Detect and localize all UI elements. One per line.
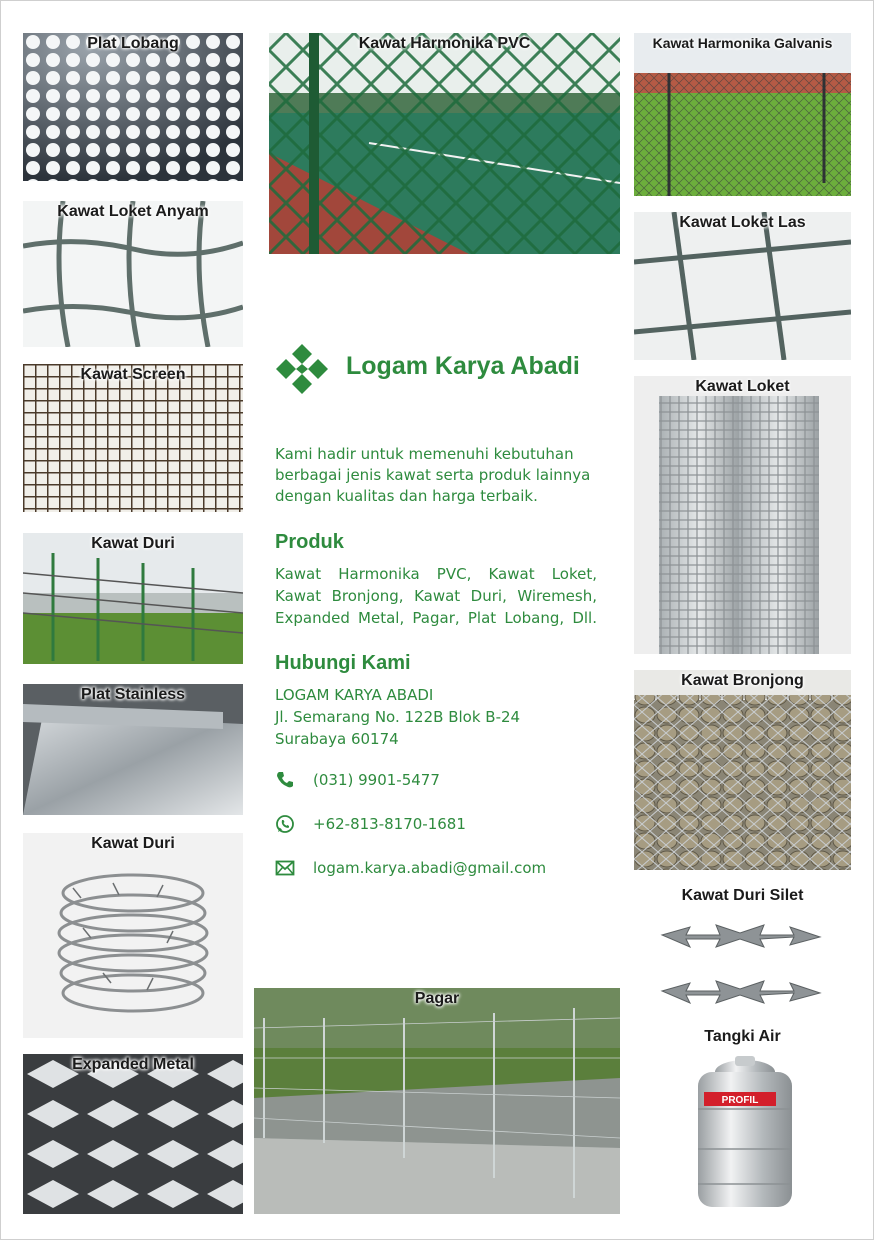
tile-label: Plat Lobang bbox=[87, 35, 179, 52]
intro-text: Kami hadir untuk memenuhi kebutuhan berbagai jenis kawat serta produk lainnya dengan kualitas dan harga terbaik. bbox=[275, 445, 591, 505]
tangki-air-label: Tangki Air bbox=[704, 1028, 781, 1045]
expanded-metal-image bbox=[23, 1054, 243, 1214]
address-line-2: Surabaya 60174 bbox=[275, 730, 399, 748]
tile-kawat-loket-anyam bbox=[23, 201, 243, 347]
tile-label: Plat Stainless bbox=[80, 686, 186, 703]
tank-brand-label: PROFIL bbox=[721, 1095, 759, 1106]
email-icon bbox=[275, 858, 295, 878]
tile-kawat-bronjong bbox=[634, 670, 851, 870]
tile-expanded-metal bbox=[23, 1054, 243, 1214]
tile-kawat-duri-2 bbox=[23, 833, 243, 1038]
phone-icon bbox=[275, 770, 295, 790]
woven-mesh-image bbox=[23, 201, 243, 347]
tile-kawat-loket-las bbox=[634, 212, 851, 360]
email-address[interactable]: logam.karya.abadi@gmail.com bbox=[313, 859, 547, 877]
produk-text: Kawat Harmonika PVC, Kawat Loket, Kawat Bronjong, Kawat Duri, Wiremesh, Expanded Metal, Pagar, Plat Lobang, Dll. bbox=[275, 565, 597, 627]
produk-heading: Produk bbox=[275, 531, 344, 553]
tile-label: Kawat Harmonika Galvanis bbox=[652, 35, 833, 51]
tile-label: Kawat Loket Las bbox=[679, 214, 806, 231]
phone-number[interactable]: (031) 9901-5477 bbox=[313, 771, 440, 789]
contact-whatsapp bbox=[275, 814, 615, 838]
diamond-logo-icon bbox=[270, 344, 334, 394]
tile-label: Kawat Duri bbox=[91, 835, 175, 852]
brand-name: Logam Karya Abadi bbox=[346, 352, 580, 380]
tile-pagar bbox=[254, 988, 620, 1214]
tile-plat-lobang bbox=[23, 33, 243, 181]
kawat-duri-silet-label: Kawat Duri Silet bbox=[681, 887, 804, 904]
tile-label: Kawat Loket Anyam bbox=[57, 203, 209, 220]
contact-email bbox=[275, 858, 615, 882]
tile-label: Expanded Metal bbox=[72, 1056, 194, 1073]
tile-label: Kawat Harmonika PVC bbox=[358, 35, 531, 52]
tile-kawat-harmonika-pvc bbox=[269, 33, 620, 254]
pvc-chainlink-court-image bbox=[269, 33, 620, 254]
address-line-1: Jl. Semarang No. 122B Blok B-24 bbox=[275, 708, 521, 726]
whatsapp-number[interactable]: +62-813-8170-1681 bbox=[313, 815, 466, 833]
perforated-plate-image bbox=[23, 33, 243, 181]
tile-label: Kawat Duri bbox=[91, 535, 175, 552]
tile-label: Kawat Loket bbox=[695, 378, 790, 395]
fence-image bbox=[254, 988, 620, 1214]
address-block bbox=[275, 684, 520, 750]
barbed-wire-coil-image bbox=[23, 833, 243, 1038]
tile-kawat-duri-1 bbox=[23, 533, 243, 664]
tile-kawat-loket bbox=[634, 376, 851, 654]
tile-label: Kawat Bronjong bbox=[681, 672, 804, 689]
razor-wire-image bbox=[660, 913, 825, 1013]
contact-phone bbox=[275, 770, 615, 794]
company-name: LOGAM KARYA ABADI bbox=[275, 686, 434, 704]
wire-mesh-rolls-image bbox=[634, 376, 851, 654]
hubungi-heading: Hubungi Kami bbox=[275, 652, 411, 674]
galvanized-fence-image bbox=[634, 33, 851, 196]
tile-kawat-screen bbox=[23, 364, 243, 512]
gabion-image bbox=[634, 670, 851, 870]
whatsapp-icon bbox=[275, 814, 295, 834]
water-tank-image bbox=[690, 1054, 800, 1214]
welded-mesh-image bbox=[634, 212, 851, 360]
tile-label: Kawat Screen bbox=[80, 366, 186, 383]
screen-mesh-image bbox=[23, 364, 243, 512]
brand-block bbox=[270, 344, 610, 394]
tile-label: Pagar bbox=[414, 990, 460, 1007]
tile-kawat-harmonika-galvanis bbox=[634, 33, 851, 196]
tile-plat-stainless bbox=[23, 684, 243, 815]
